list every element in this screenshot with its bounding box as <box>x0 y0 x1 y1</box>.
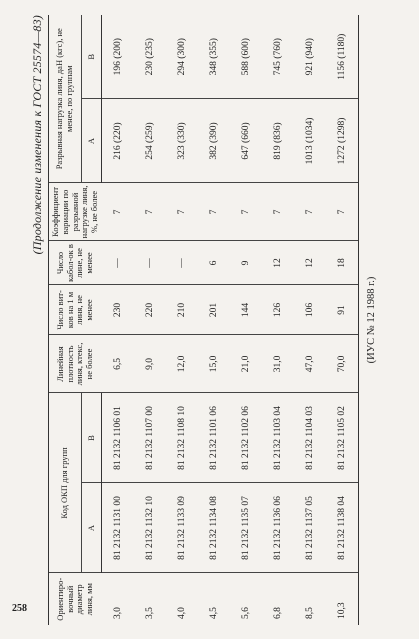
cell-load-a: 382 (390) <box>198 99 230 183</box>
cell-coefficient: 7 <box>230 183 262 241</box>
cell-load-a: 1272 (1298) <box>326 99 359 183</box>
cell-strands: 106 <box>294 285 326 335</box>
rotated-page-content <box>24 15 394 625</box>
cell-diameter: 5,6 <box>241 607 252 619</box>
cell-filaments: — <box>166 241 198 285</box>
cell-diameter: 3,5 <box>145 607 156 619</box>
header-strands: Число вит-ков на 1 м линя, не менее <box>49 285 102 335</box>
header-filaments: Число кабол-ок в лине, не менее <box>49 241 102 285</box>
cell-diameter: 10,3 <box>326 573 359 625</box>
cell-load-a: 1013 (1034) <box>294 99 326 183</box>
cell-linear-density: 9,0 <box>134 335 166 393</box>
cell-okp-b: 81 2132 1101 06 <box>198 393 230 483</box>
cell-strands: 210 <box>166 285 198 335</box>
cell-load-b: 1156 (1180) <box>326 15 359 99</box>
cell-okp-b: 81 2132 1103 04 <box>262 393 294 483</box>
cell-okp-a: 81 2132 1135 07 <box>230 483 262 573</box>
table-row <box>262 15 294 625</box>
table-row <box>294 15 326 625</box>
cell-filaments: 12 <box>262 241 294 285</box>
cell-filaments: — <box>102 241 135 285</box>
cell-strands: 230 <box>102 285 135 335</box>
cell-filaments: — <box>134 241 166 285</box>
cell-okp-a: 81 2132 1132 10 <box>134 483 166 573</box>
cell-coefficient: 7 <box>326 183 359 241</box>
specification-table <box>48 15 359 625</box>
table-row <box>134 15 166 625</box>
cell-coefficient: 7 <box>198 183 230 241</box>
cell-load-a: 819 (836) <box>262 99 294 183</box>
cell-strands: 201 <box>198 285 230 335</box>
cell-load-b: 294 (300) <box>166 15 198 99</box>
cell-linear-density: 70,0 <box>326 335 359 393</box>
page-number: 258 <box>12 603 27 614</box>
cell-okp-b: 81 2132 1108 10 <box>166 393 198 483</box>
cell-linear-density: 12,0 <box>166 335 198 393</box>
cell-diameter: 4,0 <box>177 607 188 619</box>
header-okp-b: В <box>82 393 102 483</box>
table-row <box>326 15 359 625</box>
cell-linear-density: 31,0 <box>262 335 294 393</box>
cell-strands: 220 <box>134 285 166 335</box>
table-row <box>166 15 198 625</box>
cell-linear-density: 21,0 <box>230 335 262 393</box>
cell-coefficient: 7 <box>294 183 326 241</box>
cell-okp-b: 81 2132 1105 02 <box>326 393 359 483</box>
cell-okp-a: 81 2132 1133 09 <box>166 483 198 573</box>
continuation-title: (Продолжение изменения к ГОСТ 25574—83) <box>30 15 44 255</box>
cell-strands: 91 <box>326 285 359 335</box>
header-breaking-load: Разрывная нагрузка линя, даН (кгс), не менее, по группам <box>49 15 82 183</box>
cell-load-b: 348 (355) <box>198 15 230 99</box>
cell-okp-b: 81 2132 1102 06 <box>230 393 262 483</box>
header-diameter: Ориентиро-вочный диаметр линя, мм <box>49 573 102 625</box>
table-row <box>198 15 230 625</box>
table-row <box>102 15 135 625</box>
footnote: (ИУС № 12 1988 г.) <box>366 276 377 364</box>
cell-load-a: 323 (330) <box>166 99 198 183</box>
cell-strands: 126 <box>262 285 294 335</box>
table-row <box>230 15 262 625</box>
header-okp-a: А <box>82 483 102 573</box>
header-coefficient: Коэффициент вариации по разрывной нагрузке линя, %, не более <box>49 183 102 241</box>
cell-okp-a: 81 2132 1131 00 <box>102 483 135 573</box>
cell-linear-density: 47,0 <box>294 335 326 393</box>
cell-load-b: 230 (235) <box>134 15 166 99</box>
cell-diameter: 4,5 <box>209 607 220 619</box>
cell-okp-b: 81 2132 1107 00 <box>134 393 166 483</box>
cell-filaments: 6 <box>198 241 230 285</box>
cell-okp-a: 81 2132 1136 06 <box>262 483 294 573</box>
cell-coefficient: 7 <box>134 183 166 241</box>
cell-coefficient: 7 <box>262 183 294 241</box>
header-load-a: А <box>82 99 102 183</box>
header-okp-group: Код ОКП для групп <box>49 393 82 573</box>
table-body <box>102 15 359 625</box>
cell-linear-density: 15,0 <box>198 335 230 393</box>
cell-diameter: 6,8 <box>273 607 284 619</box>
cell-linear-density: 6,5 <box>102 335 135 393</box>
cell-load-a: 216 (220) <box>102 99 135 183</box>
cell-load-a: 647 (660) <box>230 99 262 183</box>
cell-okp-a: 81 2132 1134 08 <box>198 483 230 573</box>
cell-coefficient: 7 <box>102 183 135 241</box>
cell-okp-a: 81 2132 1137 05 <box>294 483 326 573</box>
cell-okp-b: 81 2132 1106 01 <box>102 393 135 483</box>
cell-okp-a: 81 2132 1138 04 <box>326 483 359 573</box>
cell-load-b: 745 (760) <box>262 15 294 99</box>
cell-load-a: 254 (259) <box>134 99 166 183</box>
header-linear-density: Линейная плотность линя, ктекс, не более <box>49 335 102 393</box>
cell-strands: 144 <box>230 285 262 335</box>
cell-filaments: 18 <box>326 241 359 285</box>
cell-coefficient: 7 <box>166 183 198 241</box>
header-load-b: В <box>82 15 102 99</box>
cell-load-b: 588 (600) <box>230 15 262 99</box>
cell-filaments: 12 <box>294 241 326 285</box>
table-header-row <box>49 15 82 625</box>
cell-filaments: 9 <box>230 241 262 285</box>
cell-diameter: 8,5 <box>305 607 316 619</box>
cell-okp-b: 81 2132 1104 03 <box>294 393 326 483</box>
cell-load-b: 921 (940) <box>294 15 326 99</box>
cell-load-b: 196 (200) <box>102 15 135 99</box>
cell-diameter: 3,0 <box>113 607 124 619</box>
